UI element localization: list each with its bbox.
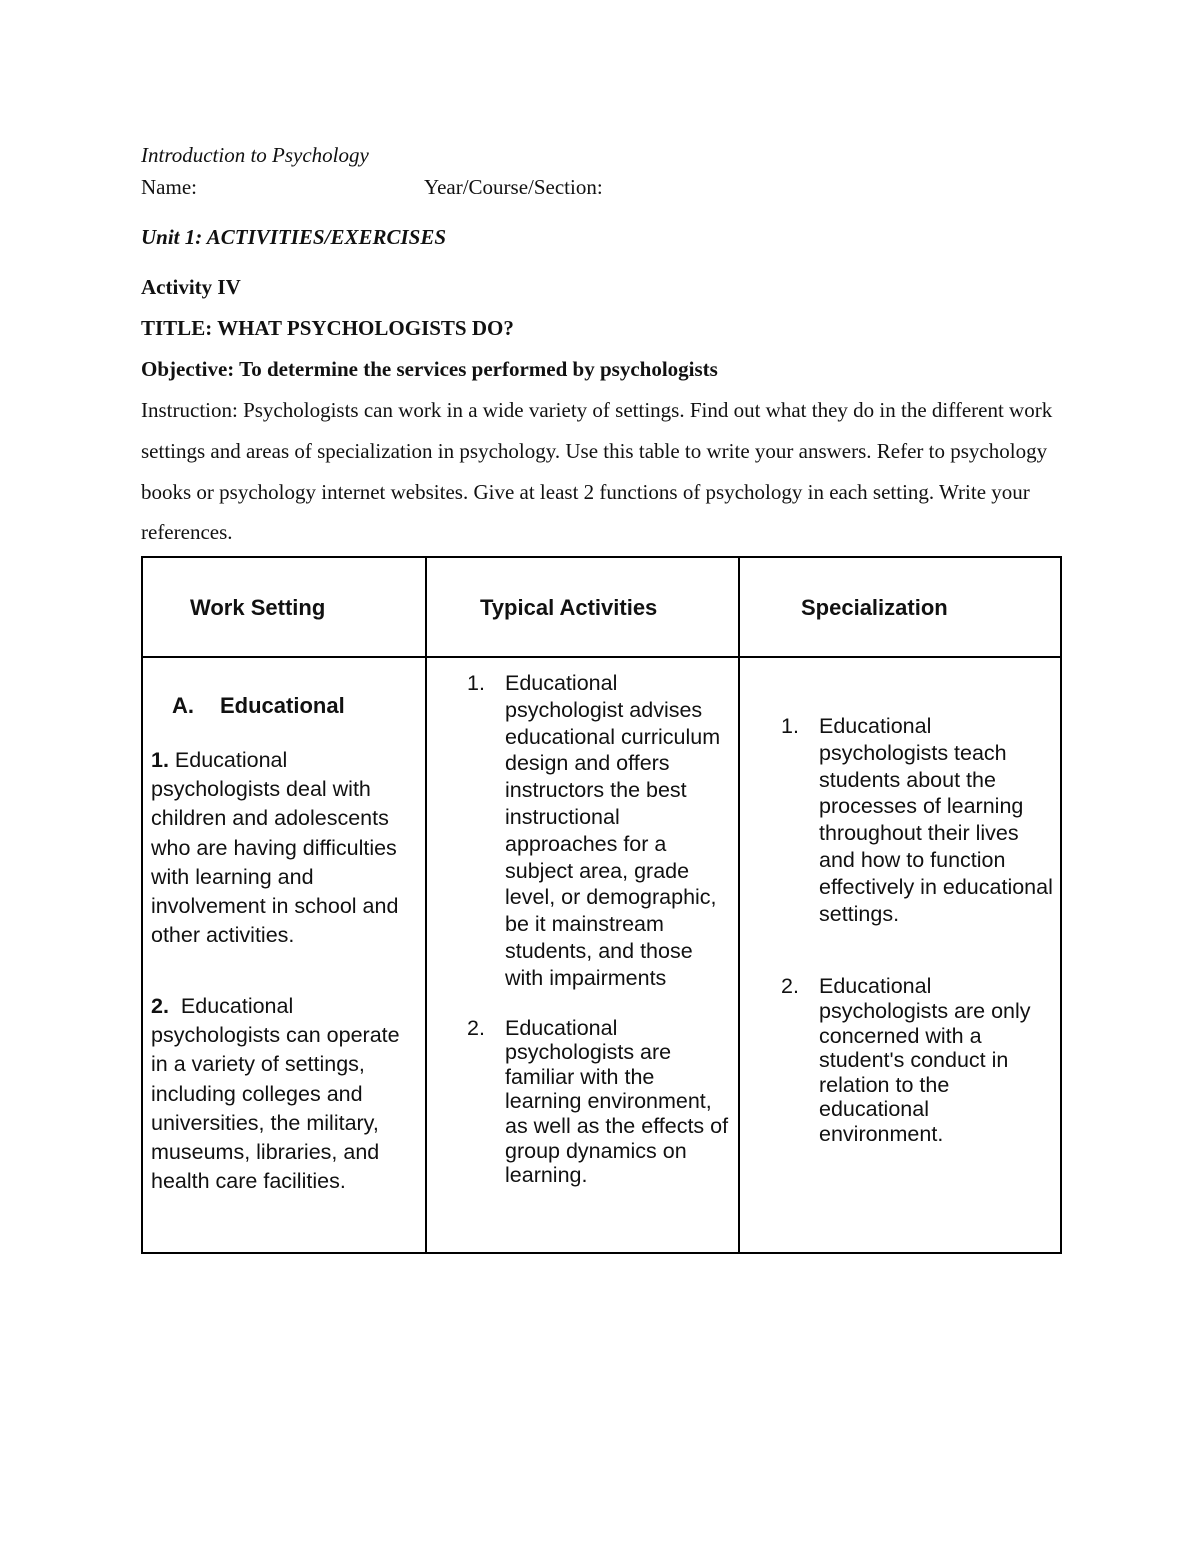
- header-work-setting: Work Setting: [190, 595, 326, 620]
- activities-table: [141, 556, 1062, 1254]
- item-number: 1.: [467, 671, 485, 695]
- header-specialization: Specialization: [801, 595, 948, 620]
- work-setting-name: Educational: [220, 693, 345, 718]
- header-typical-activities: Typical Activities: [480, 595, 658, 620]
- specialization-list: [781, 713, 1053, 1147]
- item-number: 1.: [151, 748, 169, 772]
- name-row: [141, 175, 603, 200]
- item-number: 2.: [781, 974, 799, 999]
- work-setting-item: [151, 992, 419, 1196]
- column-divider: [425, 558, 427, 1252]
- item-number: 2.: [151, 994, 169, 1018]
- course-title: Introduction to Psychology: [141, 143, 369, 167]
- work-setting-subheading: [172, 693, 345, 719]
- item-number: 2.: [467, 1015, 485, 1040]
- unit-heading: Unit 1: ACTIVITIES/EXERCISES: [141, 225, 447, 249]
- instruction-paragraph: Instruction: Psychologists can work in a wide variety of settings. Find out what they do in the different work settings and areas of specialization in psychology. Use this table to write your answers. Refer to psychology books or psychology internet websites. Give at least 2 functions of psychology in each setting. Write your references.: [141, 398, 1053, 545]
- work-setting-item: [151, 746, 419, 950]
- year-course-section-label: Year/Course/Section:: [424, 175, 603, 199]
- typical-activities-list: [467, 670, 729, 1188]
- item-text: Educational psychologists teach students about the processes of learning throughout their lives and how to function effectively in educational settings.: [819, 714, 1053, 926]
- item-text: Educational psychologists are familiar with the learning environment, as well as the effects of group dynamics on learning.: [505, 1015, 729, 1188]
- list-item: [467, 670, 729, 992]
- list-item: [781, 713, 1053, 927]
- list-item: [467, 1016, 729, 1188]
- list-item: [781, 974, 1053, 1146]
- column-divider: [738, 558, 740, 1252]
- name-label: Name:: [141, 175, 197, 199]
- activity-title: TITLE: WHAT PSYCHOLOGISTS DO?: [141, 316, 514, 340]
- item-text: Educational psychologists are only concerned with a student's conduct in relation to the educational environment.: [819, 974, 1031, 1146]
- item-number: 1.: [781, 714, 799, 738]
- header-divider: [143, 656, 1060, 658]
- item-text: Educational psychologists can operate in a variety of settings, including colleges and universities, the military, museums, libraries, and health care facilities.: [151, 994, 400, 1194]
- activity-heading: Activity IV: [141, 275, 241, 299]
- item-text: Educational psychologists deal with children and adolescents who are having difficulties with learning and involvement in school and other activities.: [151, 748, 399, 948]
- objective: Objective: To determine the services performed by psychologists: [141, 357, 718, 381]
- work-setting-letter: A.: [172, 693, 194, 718]
- item-text: Educational psychologist advises educational curriculum design and offers instructors the best instructional approaches for a subject area, grade level, or demographic, be it mainstream students, and those with impairments: [505, 671, 721, 990]
